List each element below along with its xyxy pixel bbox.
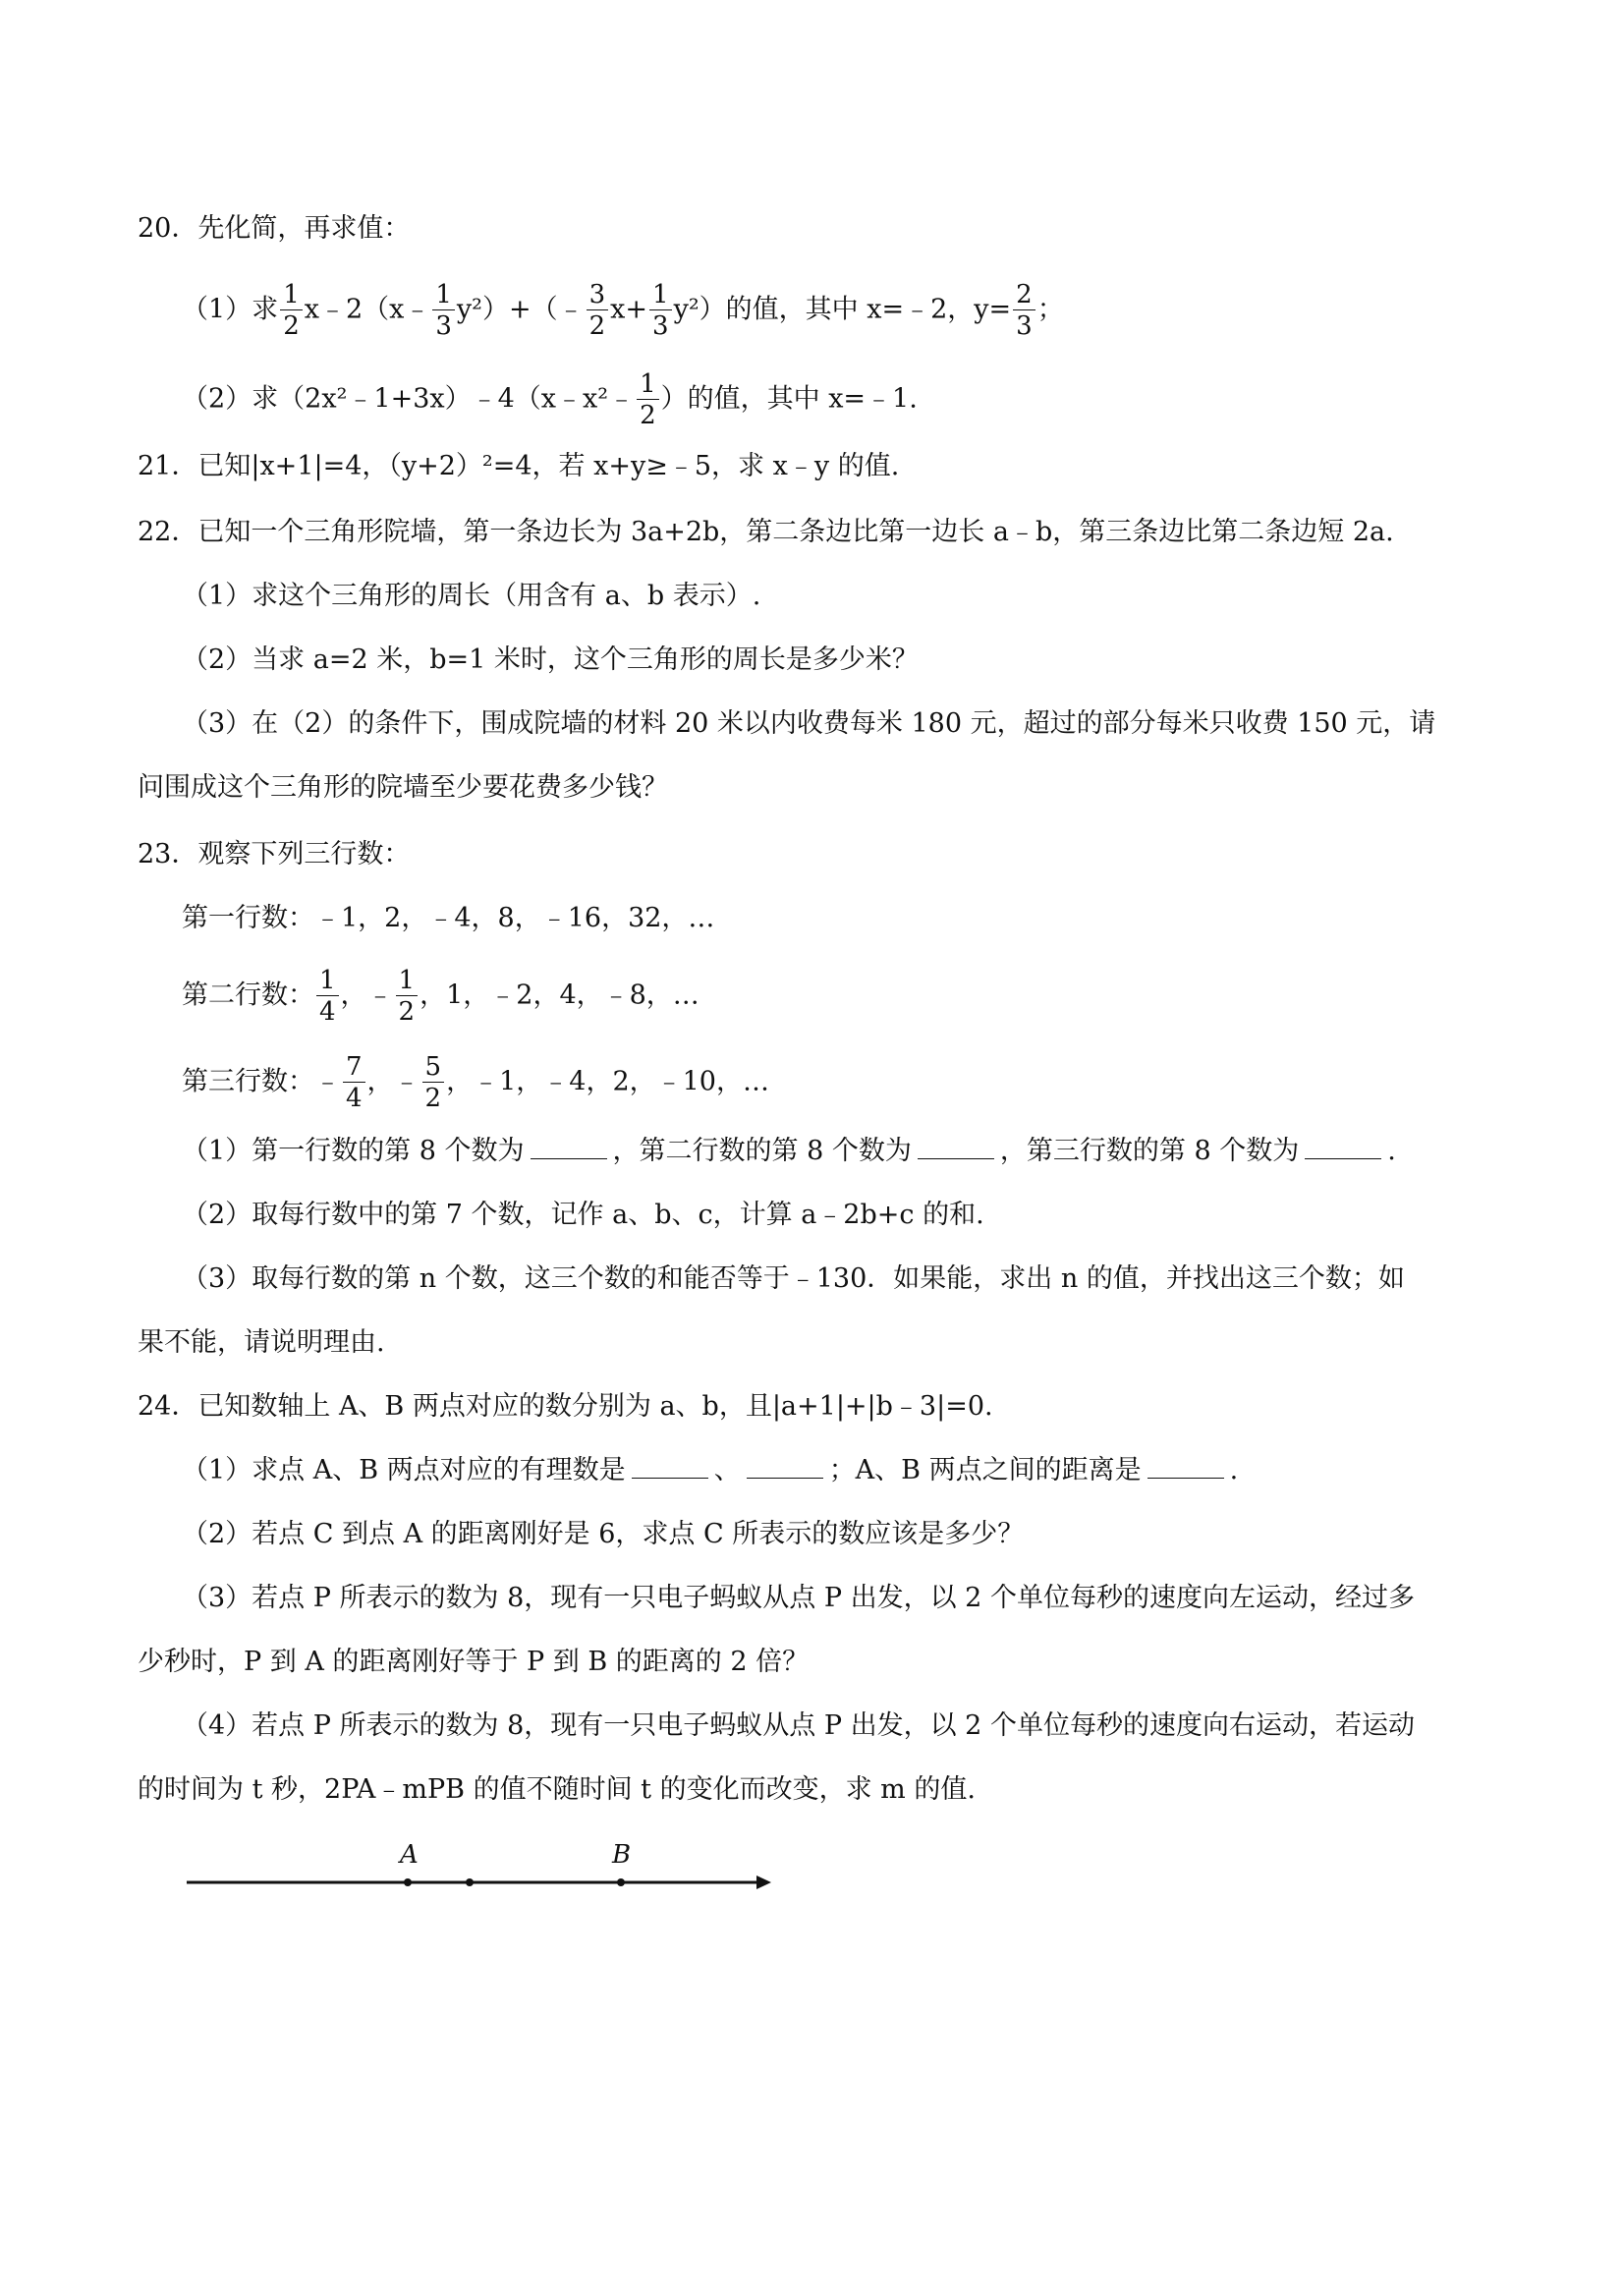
q20-part1 (182, 282, 1064, 339)
point-a-dot (404, 1878, 412, 1886)
q24-part4-line1: （4）若点 P 所表示的数为 8，现有一只电子蚂蚁从点 P 出发，以 2 个单位每秒的速度向右运动，若运动 (182, 1710, 1415, 1741)
denominator: 4 (319, 997, 336, 1027)
fraction (396, 968, 419, 1025)
fraction (316, 968, 339, 1025)
axis-arrow-icon (756, 1876, 771, 1889)
answer-blank[interactable] (918, 1135, 994, 1159)
text: . (1387, 1136, 1396, 1166)
q22-part3-line2: 问围成这个三角形的院墙至少要花费多少钱？ (138, 772, 668, 803)
text: y²）+（﹣ (456, 294, 585, 325)
q20-part2 (182, 371, 918, 428)
text: ，1，﹣2，4，﹣8，… (420, 980, 700, 1011)
text: ，﹣ (340, 980, 394, 1011)
text: ，﹣1，﹣4，2，﹣10，… (446, 1066, 769, 1097)
fraction (343, 1054, 365, 1111)
numerator: 5 (422, 1054, 445, 1083)
denominator: 3 (1016, 311, 1033, 341)
denominator: 2 (398, 997, 416, 1027)
text: ，﹣ (366, 1066, 420, 1097)
answer-blank[interactable] (531, 1135, 607, 1159)
answer-blank[interactable] (632, 1454, 708, 1479)
text: y²）的值，其中 x=﹣2，y= (673, 294, 1012, 325)
answer-blank[interactable] (1305, 1135, 1381, 1159)
q24-part3-line1: （3）若点 P 所表示的数为 8，现有一只电子蚂蚁从点 P 出发，以 2 个单位每秒的速度向左运动，经过多 (182, 1583, 1415, 1613)
q23-row2 (182, 968, 700, 1025)
denominator: 3 (652, 311, 669, 341)
denominator: 4 (346, 1084, 363, 1113)
fraction (649, 282, 672, 339)
q22-part3-line1: （3）在（2）的条件下，围成院墙的材料 20 米以内收费每米 180 元，超过的部分每米只收费 150 元，请 (182, 708, 1436, 739)
q23-part3-line1: （3）取每行数的第 n 个数，这三个数的和能否等于﹣130．如果能，求出 n 的值，并找出这三个数；如 (182, 1263, 1405, 1294)
text: 第三行数：﹣ (182, 1066, 341, 1097)
denominator: 2 (588, 311, 606, 341)
q22-part1: （1）求这个三角形的周长（用含有 a、b 表示）. (182, 581, 761, 611)
numerator: 1 (432, 282, 455, 310)
q20-title: 20．先化简，再求值： (138, 213, 411, 244)
q23-title: 23．观察下列三行数： (138, 839, 411, 869)
text: ；A、B 两点之间的距离是 (828, 1455, 1142, 1485)
q24-part2: （2）若点 C 到点 A 的距离刚好是 6，求点 C 所表示的数应该是多少？ (182, 1519, 1025, 1549)
text: ）的值，其中 x=﹣1. (660, 383, 918, 415)
point-b-label: B (612, 1840, 632, 1870)
point-b-dot (617, 1878, 625, 1886)
fraction (422, 1054, 445, 1111)
text: ； (1036, 294, 1064, 325)
q23-row1: 第一行数：﹣1，2，﹣4，8，﹣16，32，… (182, 903, 715, 933)
fraction (432, 282, 455, 339)
fraction (280, 282, 303, 339)
numerator: 1 (280, 282, 303, 310)
text: x+ (610, 294, 648, 325)
q22-part2: （2）当求 a=2 米，b=1 米时，这个三角形的周长是多少米？ (182, 644, 919, 675)
q24-part3-line2: 少秒时，P 到 A 的距离刚好等于 P 到 B 的距离的 2 倍？ (138, 1647, 810, 1677)
text: ，第二行数的第 8 个数为 (612, 1136, 912, 1166)
text: ，第三行数的第 8 个数为 (999, 1136, 1300, 1166)
denominator: 2 (424, 1084, 442, 1113)
denominator: 2 (640, 401, 656, 430)
numerator: 3 (587, 282, 609, 310)
q23-part2: （2）取每行数中的第 7 个数，记作 a、b、c，计算 a﹣2b+c 的和. (182, 1200, 984, 1230)
numerator: 1 (649, 282, 672, 310)
q24-part4-line2: 的时间为 t 秒，2PA﹣mPB 的值不随时间 t 的变化而改变，求 m 的值. (138, 1774, 976, 1805)
origin-dot (466, 1878, 474, 1886)
numerator: 1 (316, 968, 339, 996)
q23-row3 (182, 1054, 769, 1111)
answer-blank[interactable] (747, 1454, 823, 1479)
text: （1）求 (182, 294, 279, 325)
text: 第二行数： (182, 980, 314, 1011)
q24-title: 24．已知数轴上 A、B 两点对应的数分别为 a、b，且|a+1|+|b﹣3|=0. (138, 1391, 993, 1422)
fraction (1013, 282, 1035, 339)
text: x﹣2（x﹣ (304, 294, 431, 325)
point-a-label: A (400, 1840, 419, 1870)
fraction (587, 282, 609, 339)
numerator: 2 (1013, 282, 1035, 310)
text: （2）求（2x²﹣1+3x）﹣4（x﹣x²﹣ (182, 383, 636, 415)
q23-part1 (182, 1132, 1396, 1171)
q23-part3-line2: 果不能，请说明理由. (138, 1327, 385, 1358)
text: （1）第一行数的第 8 个数为 (182, 1136, 525, 1166)
text: 、 (713, 1455, 741, 1485)
q24-part1 (182, 1451, 1238, 1490)
q22-title: 22．已知一个三角形院墙，第一条边长为 3a+2b，第二条边比第一边长 a﹣b，第三条边比第二条边短 2a. (138, 517, 1394, 547)
numerator: 1 (396, 968, 419, 996)
text: . (1229, 1455, 1239, 1485)
denominator: 2 (283, 311, 300, 341)
denominator: 3 (435, 311, 452, 341)
q21-text: 21．已知|x+1|=4，（y+2）²=4，若 x+y≥﹣5，求 x﹣y 的值. (138, 451, 900, 481)
text: （1）求点 A、B 两点对应的有理数是 (182, 1455, 626, 1485)
answer-blank[interactable] (1147, 1454, 1224, 1479)
number-line-figure (182, 1827, 791, 1906)
numerator: 7 (343, 1054, 365, 1083)
fraction (637, 371, 659, 428)
numerator: 1 (637, 371, 659, 400)
